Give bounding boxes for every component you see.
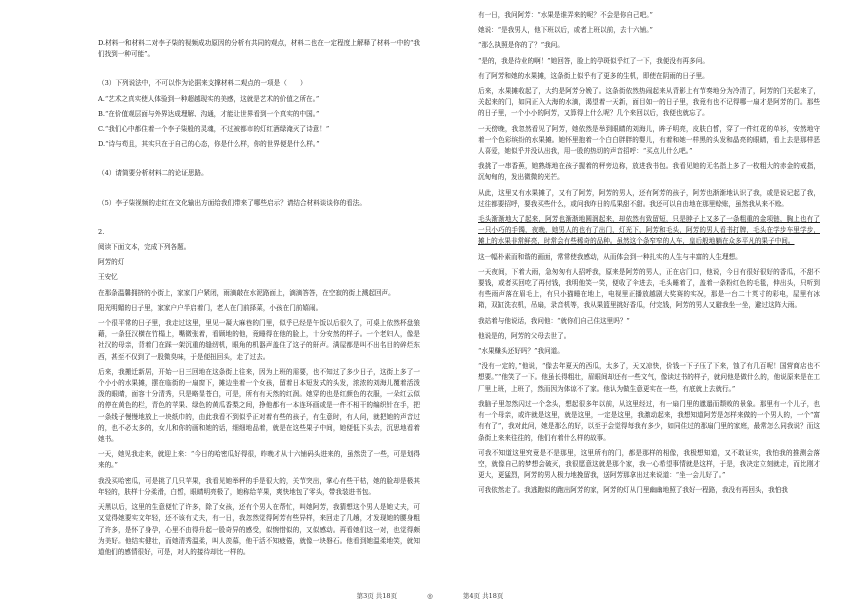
- right-paragraph: 一天夜间，下着大雨，急匆匆有人招呼我，原来是阿芳的男人，正在店门口，他说，今日有很好很好的香瓜，不甜不要钱，或者买回吃了再付钱，我明他笑一笑，便收了伞进去，毛头睡着了，盖着一条粉红色的毛毯，伸出头，只听到有些雨声落在眉毛上，有只小猫睡在地上，电视里正播放越剧大奖赛的实况，那是一台二十英寸的彩电，屋里有冰箱，双缸洗衣机，吊扇，录音机等，我从果篮里挑好香瓜，付完钱，阿芳的男人又避我坐一坐，避过这阵大雨。: [478, 267, 820, 310]
- right-paragraph: “是的，我是待业的啊！”她回答，脸上的孕斑似乎红了一下，我便没有再多问。: [478, 56, 709, 65]
- left-paragraph: B.“在价值观层面与外界达成理解、沟通，才能让世界看到一个真实的中国。”: [98, 109, 320, 118]
- left-paragraph: 我没买哈密瓜，可是挑了几只苹果，我看见她举秤的手是很大的，关节突出，掌心有些干枯，她的脸却是极其年轻的，肤样十分柔滑，白皙，眼睛明亮极了，她称给苹果，爽快地包了零头，带我装进书包。: [98, 476, 420, 496]
- left-paragraph: 一天，她见我走来，就迎上来：“今日的哈密瓜好得很，昨晚才从十六铺码头进来的，虽然贵了一些，可是划得来的。”: [98, 450, 420, 470]
- right-paragraph: 毛头渐渐地大了起来，阿芳也渐渐地圆润起来，却依然有致留短，只是脖子上又多了一条粗重的金项链，胸上也有了一只小巧的手镯，夜晚，她男人的也有了出门，灯光下，阿芳和毛头，阿芳的男人看书打牌，毛头在学步车里学步，摊上的水果非常鲜亮，时常会有些稀奇的品种。虽然这个条窄窄的人车，皇后般地躺在众多平凡的果子中间。: [478, 215, 820, 246]
- right-paragraph: 她说：“是我男人，他下班以后，或者上班以前，去十六铺。”: [478, 26, 653, 35]
- right-paragraph: 他说是的，阿芳的父母去世了。: [478, 331, 571, 340]
- right-paragraph: 我脑子里忽然闪过一个念头，想起很多年以前，从这里经过，有一扇门里的邋遢而颓败的景象。那里有一个儿子，也有一个母亲，或许就是这里，就是这里，一定是这里，我激动起来，我想知道阿芳是怎样来做的一个男人的，一个“富有有了”，我对此问，她是那么的好，以至于会觉得每我有多少，如同住过的那扇门里的家庭，最常怎么同我说？而这条街上来来往往的，他们有着什么样的故事。: [478, 399, 820, 442]
- right-paragraph: “没有一定的，”他说，“像去年夏天的西瓜，太多了，天又凉快，价钱一下子压了下来，蚀了有几百呢！国营商店也不想要。”“他笑了一下。他虽长得粗壮，眉眼间却还有一些文气，像读过书的样子，就问他是做什么的，他说原来是在工厂里上班，上班了，然而因为体谅不了家。他认为做生意更实在一些，有底就上去就行。”: [478, 362, 820, 393]
- left-paragraph: 阅读下面文本，完成下列各题。: [98, 243, 191, 252]
- left-page-number: 第3页 共18页: [356, 592, 398, 600]
- left-paragraph: C.“我们心中都住着一个李子柒般的灵魂，不过被都市的灯红酒绿淹灭了诗意！”: [98, 125, 330, 134]
- spacer: [98, 184, 420, 198]
- right-page-number: 第4页 共18页: [462, 592, 504, 600]
- right-page: [430, 0, 860, 608]
- left-paragraph: D.材料一和材料二对李子柒的视频成功原因的分析有共同的观点，材料二也在一定程度上解释了材料一中的“我们找到一种可能”。: [98, 39, 420, 59]
- spacer: [98, 213, 420, 227]
- right-paragraph: 有一日，我问阿芳：“水果是谁弄来的呢？不会是你自己吧。”: [478, 11, 653, 19]
- right-paragraph: 我挑了一串香蕉，她熟练地在孩子握着的秤旁边称，放进我书包。我看见她的无名指上多了一枚粗大的赤金的戒指，沉甸甸的，发出微微的光芒。: [478, 162, 820, 182]
- left-paragraph: 2.: [98, 227, 105, 236]
- right-paragraph: 一天傍晚，我忽然看见了阿芳，她依然是举到眼睛的刘海儿，眸子明亮，皮肤白皙，穿了一件红花的单衫，安然地守着一个色彩缤纷的水果摊。她怀里抱着一个白白胖胖的婴儿，有着和她一样黑的头发和晶亮的眼睛，看上去是那样恶人喜爱，她似乎并没认出我，用一股的热切的声音招呼：“买点儿什么吧。”: [478, 124, 820, 156]
- left-paragraph: A.“艺术之真实使人体验到一种超越现实的美感，这就是艺术的价值之所在。”: [98, 94, 320, 103]
- right-paragraph: 可我依然走了。我逃跑似的跑出阿芳的家，阿芳的灯从门里幽幽地照了我好一程路，我没有再回头，我怕我: [478, 486, 788, 495]
- left-paragraph: （4）请简要分析材料二的论证思路。: [98, 169, 208, 178]
- right-paragraph: “水果赚头还好吗？”我问道。: [478, 347, 564, 356]
- page-footer: [0, 591, 860, 600]
- left-paragraph: 一个很平常的日子里，我走过这里，里见一凝大麻巷的门里，似乎已经是午饭以后很久了，可桌上依然杯盘狼藉，一条狂汉横在竹榻上，嘴微张着，看顾地的他，竟睡得在他的脸上，十分安然的样子。一个老妇人，像是社汉的母亲，背着门在踩一架沉重的缝纫机，眼角的机器声盖住了这子的鼾声。满屋都是叫不出名目的碎烂东西，甚至不仅到了一股微臭味，于是便扭回头，走了过去。: [98, 319, 420, 361]
- right-paragraph: 这一幅朴素而和谐的画面，常常使我感动，从而体会到一种扎实的人生与丰富的人生理想。: [478, 252, 742, 261]
- left-paragraph: 天黑以后，这里的生意便忙了许多，除了女孩，还有个男人在帮忙，叫她阿芳，我猜想这个男人是她丈夫，可又觉得她要实文年轻，还不该有丈夫，有一日，我忽然觉得阿芳有些异样，来回走了几趟，才发现她的腰身粗了许多，是怀了身孕，心里不由得升起一股奇异的感受，似惋惜似的，又似感动。再看她们这一对，也觉得颇为美好。他结实健壮，而她清秀温柔，叫人羡慕，他干活不知疲倦，就像一块磐石。他看到她温柔地笑，就知道他们的感情很好，可是，对人的接待却比一样的。: [98, 503, 420, 556]
- spacer: [98, 154, 420, 168]
- right-paragraph: 可我不知道这里究竟是不是那里，这里所有的门，都是那样的相像，我极想知道，又不敢证实，我怕我的推测会落空，就像自己的梦想会破灭，我很愿意这就是那个家，我一心希望事情就是这样，于是，我决定立刻就走，而比刚才更大，更猛烈，阿芳的男人极力地挽留我，送阿芳那拿出过来说道：“坐一会儿好了。”: [478, 448, 820, 480]
- left-paragraph: （3）下列说法中，不可以作为论据来支撑材料二观点的一项是（ ）: [98, 79, 307, 88]
- left-paragraph: 后来，我搬迁新居，开始一日三回地在这条街上往来，因为上班的需要，也不知过了多少日子，这街上多了一个小小的水果摊，摆在临街的一扇窗下，摊边坐着一个女孩，留着日本短发式的头发，浓浓的刘海儿覆着活泼泼的眼睛，面容十分清秀，只是略显苍白，可是，所有有天然的红润。她穿的也是红颜色的衣服，一朵红云似的停在黄色的栏，青色的苹果、绿色的黄瓜香梨之间，挣他都有一本连环画或是一件不相干的编织针在手，把一条线子慢慢地放上一块纸巾的，由此我看不到似乎正对着有些的孩子，有生意时，有人问，就把她的声音过的，也不必太多的，女儿和你的画和她的话，细细地品着，就是在这些果子中间，她便低下头去，沉思地看着她书。: [98, 367, 420, 444]
- right-paragraph: 我站着与他说话，我问他：“就你们自己住这里吗？”: [478, 316, 630, 325]
- left-paragraph: （5）李子柒视频的走红在文化输出方面给我们带来了哪些启示？请结合材料谈谈你的看法。: [98, 198, 366, 207]
- right-paragraph: 有了阿芳和她的水果摊，这条街上似乎有了更多的生机，即使在阴雨的日子里。: [478, 71, 709, 80]
- spacer: [98, 64, 420, 78]
- left-paragraph: 王安忆: [98, 273, 118, 282]
- footer-separator-icon: ◎: [427, 592, 433, 600]
- right-paragraph: “那么执照是你的了？”我问。: [478, 41, 564, 50]
- right-paragraph: 从此，这里又有水果摊了，又有了阿芳，阿芳的男人，还有阿芳的孩子，阿芳也渐渐地认识了我，或是说记起了我，过往都要招呼，要我买些什么，或问我昨日的瓜果甜不甜。我还可以自由地在那里赊账，虽然我从来不赊。: [478, 188, 820, 208]
- left-paragraph: 阿芳的灯: [98, 258, 125, 267]
- right-paragraph: 后来，水果摊收起了，大约是阿芳分娩了。这条街依然热闹起来从背影上有节奏地分为冷清了，阿芳的门关起来了，关起来的门，如同正入大海的水滴，渴望着一天新，面目如一的日子里，我竟有也不记得哪一扇才是阿芳的门。那些的日子里，一个小小的阿芳，又算得上什么呢？几个来回以后，我便也就忘了。: [478, 87, 820, 118]
- left-paragraph: 在那条温馨拥挤的小街上，家家门户紧闭，雨滴敲在水泥路面上，滴滴答答，在空寂的街上溅起回声。: [98, 288, 395, 297]
- left-paragraph: D.“诗与苟且，其实只在于自己的心态，你是什么样，你的世界便是什么样。”: [98, 140, 320, 149]
- left-paragraph: 阳光明媚的日子里，家家户户半启着门，老人在门前择菜，小孩在门前嬉闹。: [98, 303, 323, 312]
